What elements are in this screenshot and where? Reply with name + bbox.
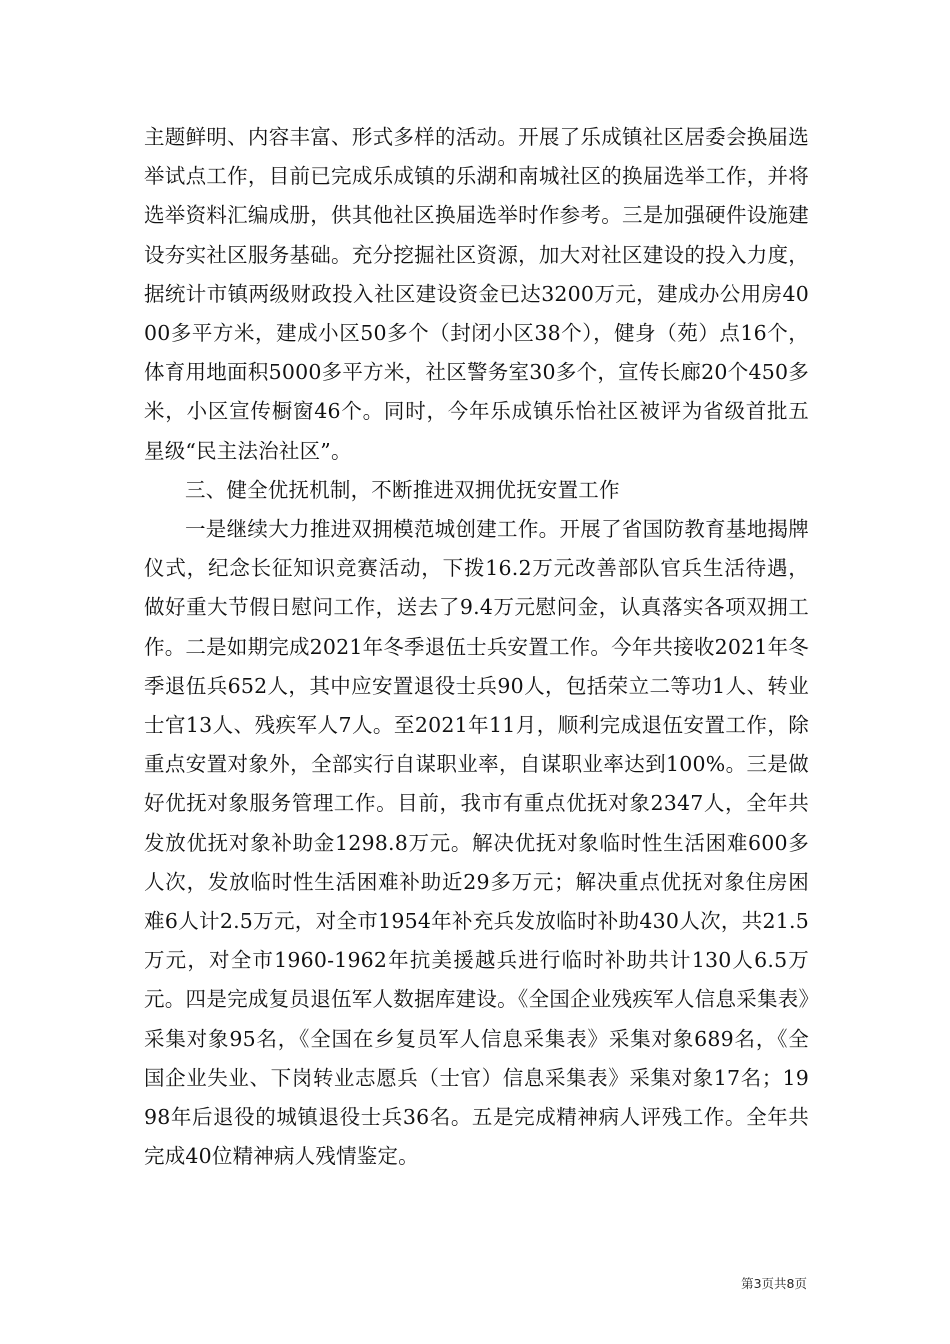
paragraph-double-support-work: 一是继续大力推进双拥模范城创建工作。开展了省国防教育基地揭牌仪式，纪念长征知识竞赛活动，下拨16.2万元改善部队官兵生活待遇，做好重大节假日慰问工作，送去了9.4万元慰问金，认真落实各项双拥工作。二是如期完成2021年冬季退伍士兵安置工作。今年共接收2021年冬季退伍兵652人，其中应安置退役士兵90人，包括荣立二等功1人、转业士官13人、残疾军人7人。至2021年11月，顺利完成退伍安置工作，除重点安置对象外，全部实行自谋职业率，自谋职业率达到100%。三是做好优抚对象服务管理工作。目前，我市有重点优抚对象2347人，全年共发放优抚对象补助金1298.8万元。解决优抚对象临时性生活困难600多人次，发放临时性生活困难补助近29多万元；解决重点优抚对象住房困难6人计2.5万元，对全市1954年补充兵发放临时补助430人次，共21.5万元，对全市1960-1962年抗美援越兵进行临时补助共计130人6.5万元。四是完成复员退伍军人数据库建设。《全国企业残疾军人信息采集表》采集对象95名，《全国在乡复员军人信息采集表》采集对象689名，《全国企业失业、下岗转业志愿兵（士官）信息采集表》采集对象17名；1998年后退役的城镇退役士兵36名。五是完成精神病人评残工作。全年共完成40位精神病人残情鉴定。 xyxy=(144,517,809,1169)
document-body xyxy=(144,118,809,1176)
paragraph-community-services: 主题鲜明、内容丰富、形式多样的活动。开展了乐成镇社区居委会换届选举试点工作，目前已完成乐成镇的乐湖和南城社区的换届选举工作，并将选举资料汇编成册，供其他社区换届选举时作参考。三是加强硬件设施建设夯实社区服务基础。充分挖掘社区资源，加大对社区建设的投入力度，据统计市镇两级财政投入社区建设资金已达3200万元，建成办公用房4000多平方米，建成小区50多个（封闭小区38个），健身（苑）点16个，体育用地面积5000多平方米，社区警务室30多个，宣传长廊20个450多米，小区宣传橱窗46个。同时，今年乐成镇乐怡社区被评为省级首批五星级“民主法治社区”。 xyxy=(144,125,809,463)
page-number: 第3页共8页 xyxy=(741,1276,807,1291)
section-heading-preferential-care: 三、健全优抚机制，不断推进双拥优抚安置工作 xyxy=(185,477,620,502)
